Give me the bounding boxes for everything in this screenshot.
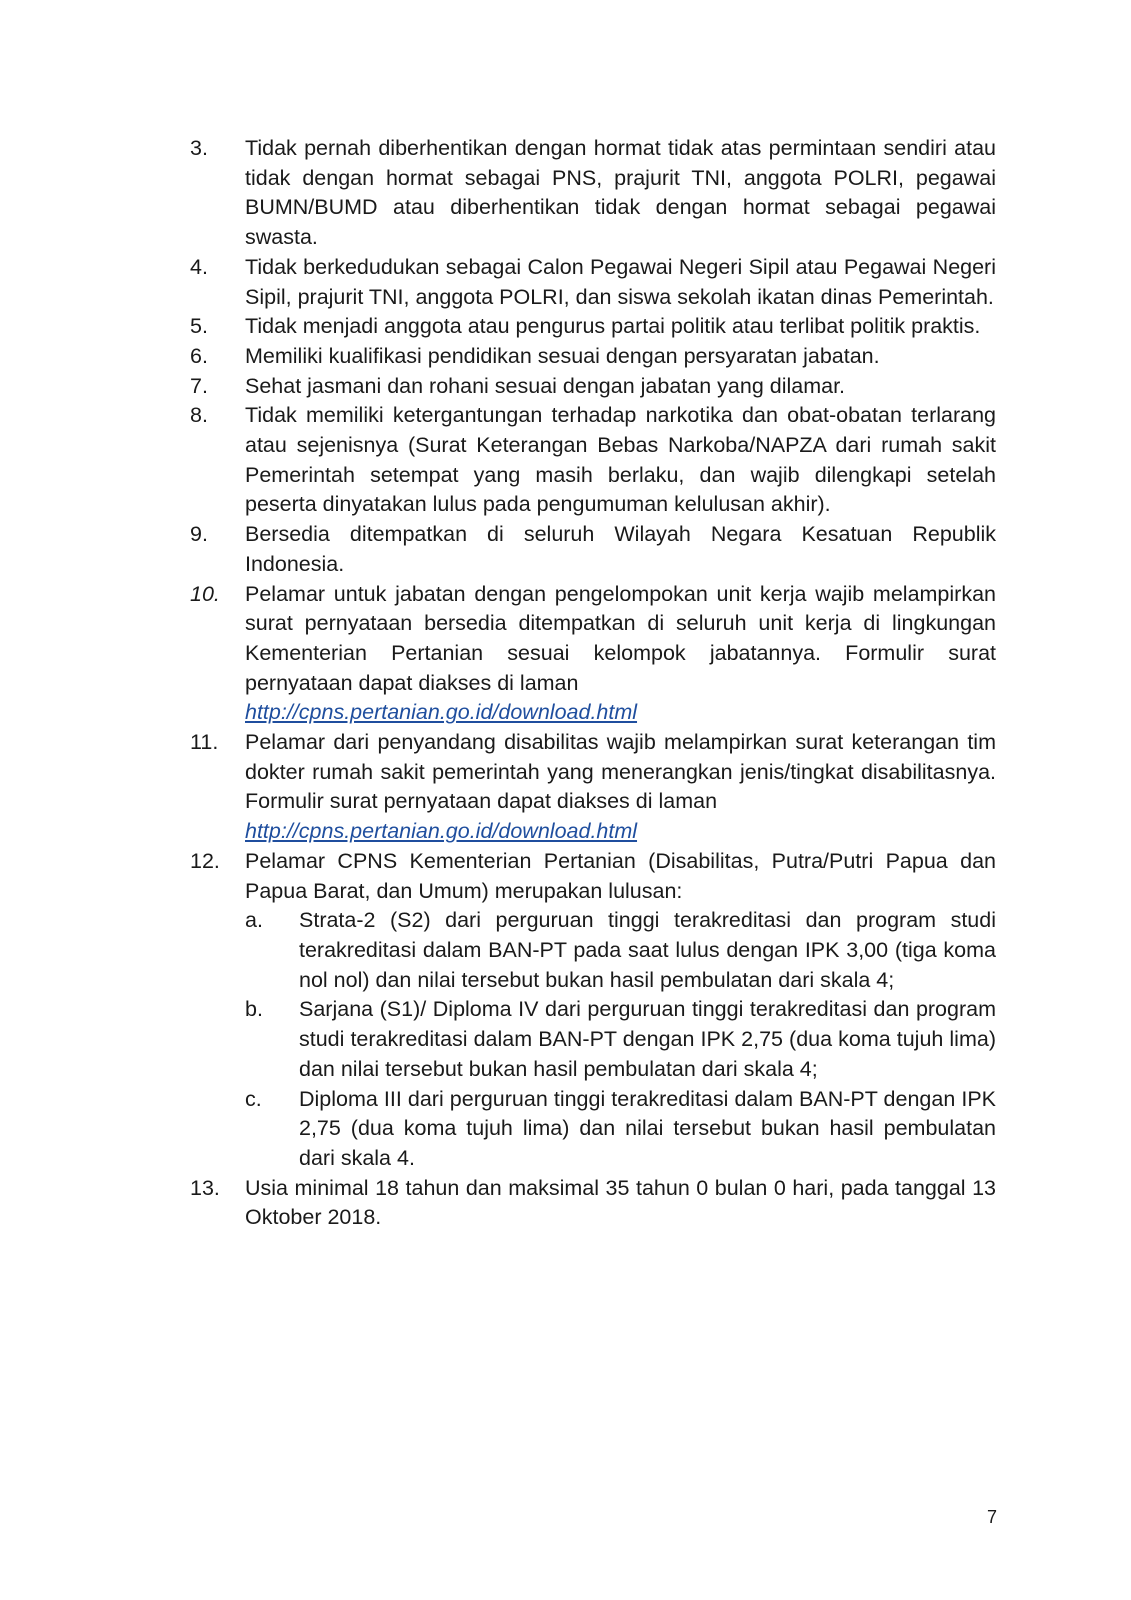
list-text: Tidak memiliki ketergantungan terhadap narkotika dan obat-obatan terlarang atau sejenisnya (Surat Keterangan Bebas Narkoba/NAPZA dari rumah sakit Pemerintah setempat yang masih berlaku, dan wajib dilengkapi setelah peserta dinyatakan lulus pada pengumuman kelulusan akhir). xyxy=(245,403,996,517)
list-text: Pelamar untuk jabatan dengan pengelompokan unit kerja wajib melampirkan surat pernyataan bersedia ditempatkan di seluruh unit kerja di lingkungan Kementerian Pertanian sesuai kelompok jabatannya. Formulir surat pernyataan dapat diakses di laman xyxy=(245,581,996,695)
list-item-9 xyxy=(190,520,996,579)
sub-letter: c. xyxy=(245,1086,262,1111)
sub-item-c xyxy=(245,1085,996,1174)
list-text: Sehat jasmani dan rohani sesuai dengan jabatan yang dilamar. xyxy=(245,373,846,398)
page-number: 7 xyxy=(986,1507,997,1527)
list-item-3 xyxy=(190,134,996,253)
list-number: 8. xyxy=(190,403,208,428)
download-link[interactable]: http://cpns.pertanian.go.id/download.html xyxy=(245,700,638,725)
list-item-5 xyxy=(190,312,996,342)
list-text: Pelamar dari penyandang disabilitas wajib melampirkan surat keterangan tim dokter rumah sakit pemerintah yang menerangkan jenis/tingkat disabilitasnya. Formulir surat pernyataan dapat diakses di laman xyxy=(245,730,996,814)
list-text: Usia minimal 18 tahun dan maksimal 35 tahun 0 bulan 0 hari, pada tanggal 13 Oktober 2018. xyxy=(245,1175,996,1230)
list-text-block xyxy=(245,847,996,1174)
sub-letter: a. xyxy=(245,908,263,933)
list-text: Pelamar CPNS Kementerian Pertanian (Disabilitas, Putra/Putri Papua dan Papua Barat, dan Umum) merupakan lulusan: xyxy=(245,848,996,903)
list-text: Tidak berkedudukan sebagai Calon Pegawai Negeri Sipil atau Pegawai Negeri Sipil, prajurit TNI, anggota POLRI, dan siswa sekolah ikatan dinas Pemerintah. xyxy=(245,254,996,309)
list-number: 13. xyxy=(190,1175,220,1200)
list-number: 9. xyxy=(190,522,208,547)
requirements-list xyxy=(190,134,996,1233)
list-number: 4. xyxy=(190,254,208,279)
list-item-11 xyxy=(190,728,996,847)
list-text: Memiliki kualifikasi pendidikan sesuai dengan persyaratan jabatan. xyxy=(245,343,880,368)
list-item-6 xyxy=(190,342,996,372)
list-number: 12. xyxy=(190,848,220,873)
list-number: 10. xyxy=(190,581,220,606)
list-text: Tidak pernah diberhentikan dengan hormat tidak atas permintaan sendiri atau tidak dengan hormat sebagai PNS, prajurit TNI, anggota POLRI, pegawai BUMN/BUMD atau diberhentikan tidak dengan hormat sebagai pegawai swasta. xyxy=(245,136,996,250)
list-text-block xyxy=(245,580,996,729)
list-text: Bersedia ditempatkan di seluruh Wilayah Negara Kesatuan Republik Indonesia. xyxy=(245,522,996,576)
list-number: 11. xyxy=(190,730,219,755)
list-number: 5. xyxy=(190,314,208,339)
list-item-7 xyxy=(190,372,996,402)
list-number: 3. xyxy=(190,136,208,160)
list-item-4 xyxy=(190,253,996,312)
list-item-12 xyxy=(190,847,996,1174)
list-number: 7. xyxy=(190,373,208,398)
list-item-13 xyxy=(190,1174,996,1233)
sub-text: Sarjana (S1)/ Diploma IV dari perguruan tinggi terakreditasi dan program studi terakreditasi dalam BAN-PT dengan IPK 2,75 (dua koma tujuh lima) dan nilai tersebut bukan hasil pembulatan dari skala 4; xyxy=(299,997,996,1081)
list-item-8 xyxy=(190,401,996,520)
list-number: 6. xyxy=(190,343,208,368)
sub-letter: b. xyxy=(245,997,263,1022)
list-text: Tidak menjadi anggota atau pengurus partai politik atau terlibat politik praktis. xyxy=(245,314,981,339)
list-text-block xyxy=(245,728,996,847)
sub-item-a xyxy=(245,906,996,995)
download-link[interactable]: http://cpns.pertanian.go.id/download.html xyxy=(245,819,638,844)
sub-item-b xyxy=(245,995,996,1084)
list-item-10 xyxy=(190,580,996,729)
sub-text: Strata-2 (S2) dari perguruan tinggi terakreditasi dan program studi terakreditasi dalam BAN-PT pada saat lulus dengan IPK 3,00 (tiga koma nol nol) dan nilai tersebut bukan hasil pembulatan dari skala 4; xyxy=(299,908,996,992)
sub-text: Diploma III dari perguruan tinggi terakreditasi dalam BAN-PT dengan IPK 2,75 (dua koma tujuh lima) dan nilai tersebut bukan hasil pembulatan dari skala 4. xyxy=(299,1086,996,1170)
